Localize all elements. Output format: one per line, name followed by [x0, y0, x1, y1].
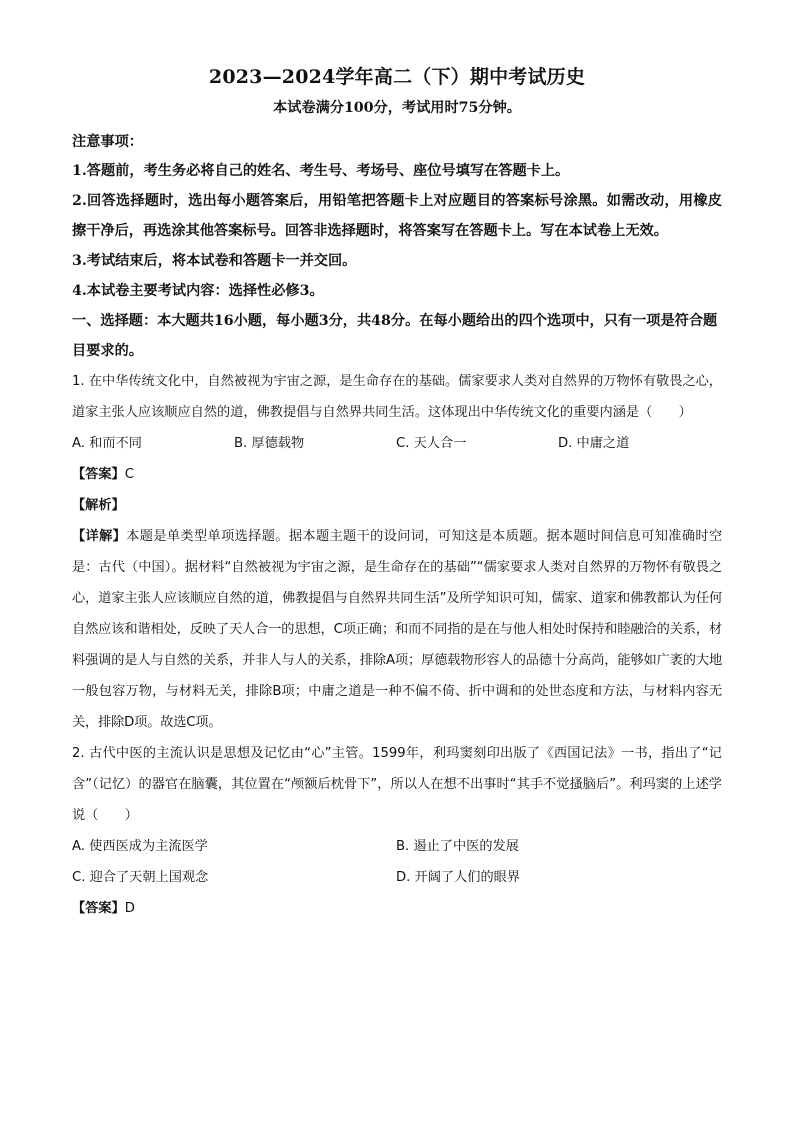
notice-heading: 注意事项：	[72, 134, 143, 150]
question-1-stem: 1. 在中华传统文化中，自然被视为宇宙之源，是生命存在的基础。儒家要求人类对自然界的万物怀有敬畏之心，道家主张人应该顺应自然的道，佛教提倡与自然界共同生活。这体现出中华传统文化的重要内涵是（ ）	[72, 374, 722, 420]
page-title: 2023—2024学年高二（下）期中考试历史	[208, 66, 586, 88]
answer-label: 【答案】	[72, 467, 125, 482]
question-1-option-a: A. 和而不同	[72, 436, 142, 451]
exam-page	[72, 64, 722, 924]
question-2-option-a: A. 使西医成为主流医学	[72, 839, 208, 854]
notice-item-3: 3.考试结束后，将本试卷和答题卡一并交回。	[72, 253, 357, 269]
question-1-option-b: B. 厚德载物	[234, 436, 305, 451]
question-2-options-row-1	[72, 831, 722, 862]
notice-item-4: 4.本试卷主要考试内容：选择性必修3。	[72, 283, 324, 299]
exam-subtitle: 本试卷满分100分，考试用时75分钟。	[273, 100, 521, 116]
section-heading: 一、选择题：本大题共16小题，每小题3分，共48分。在每小题给出的四个选项中，只有一项是符合题目要求的。	[72, 313, 718, 359]
question-2-stem: 2. 古代中医的主流认识是思想及记忆由“心”主管。1599年，利玛窦刻印出版了《西国记法》一书，指出了“记含”（记忆）的器官在脑囊，其位置在“颅额后枕骨下”，所以人在想不出事时“其手不觉搔脑后”。利玛窦的上述学说（ ）	[72, 746, 722, 823]
answer-value: C	[124, 467, 134, 482]
question-1-option-d: D. 中庸之道	[558, 436, 630, 451]
answer-value: D	[124, 901, 135, 916]
question-1-answer	[72, 459, 722, 490]
question-1-option-c: C. 天人合一	[396, 436, 467, 451]
notice-item-2: 2.回答选择题时，选出每小题答案后，用铅笔把答题卡上对应题目的答案标号涂黑。如需改动，用橡皮擦干净后，再选涂其他答案标号。回答非选择题时，将答案写在答题卡上。写在本试卷上无效。	[72, 193, 722, 239]
answer-label: 【答案】	[72, 901, 125, 916]
question-2-option-b: B. 遏止了中医的发展	[396, 839, 519, 854]
analysis-label: 【解析】	[72, 498, 125, 513]
detail-label: 【详解】	[72, 529, 127, 544]
detail-text: 本题是单类型单项选择题。据本题主题干的设问词，可知这是本质题。据本题时间信息可知准确时空是：古代（中国）。据材料“自然被视为宇宙之源，是生命存在的基础”“儒家要求人类对自然界的万物怀有敬畏之心，道家主张人应该顺应自然的道，佛教提倡与自然界共同生活”及所学知识可知，儒家、道家和佛教都认为任何自然应该和谐相处，反映了天人合一的思想，C项正确；和而不同指的是在与他人相处时保持和睦融洽的关系，材料强调的是人与自然的关系，并非人与人的关系，排除A项；厚德载物形容人的品德十分高尚，能够如广袤的大地一般包容万物，与材料无关，排除B项；中庸之道是一种不偏不倚、折中调和的处世态度和方法，与材料内容无关，排除D项。故选C项。	[72, 529, 722, 730]
question-2-option-d: D. 开阔了人们的眼界	[396, 870, 521, 885]
question-2-options-row-2	[72, 862, 722, 893]
question-1-options	[72, 428, 722, 459]
question-1-analysis	[72, 490, 722, 521]
question-2-answer	[72, 893, 722, 924]
question-1-detail	[72, 521, 722, 738]
notice-item-1: 1.答题前，考生务必将自己的姓名、考生号、考场号、座位号填写在答题卡上。	[72, 163, 570, 179]
question-2-option-c: C. 迎合了天朝上国观念	[72, 870, 209, 885]
